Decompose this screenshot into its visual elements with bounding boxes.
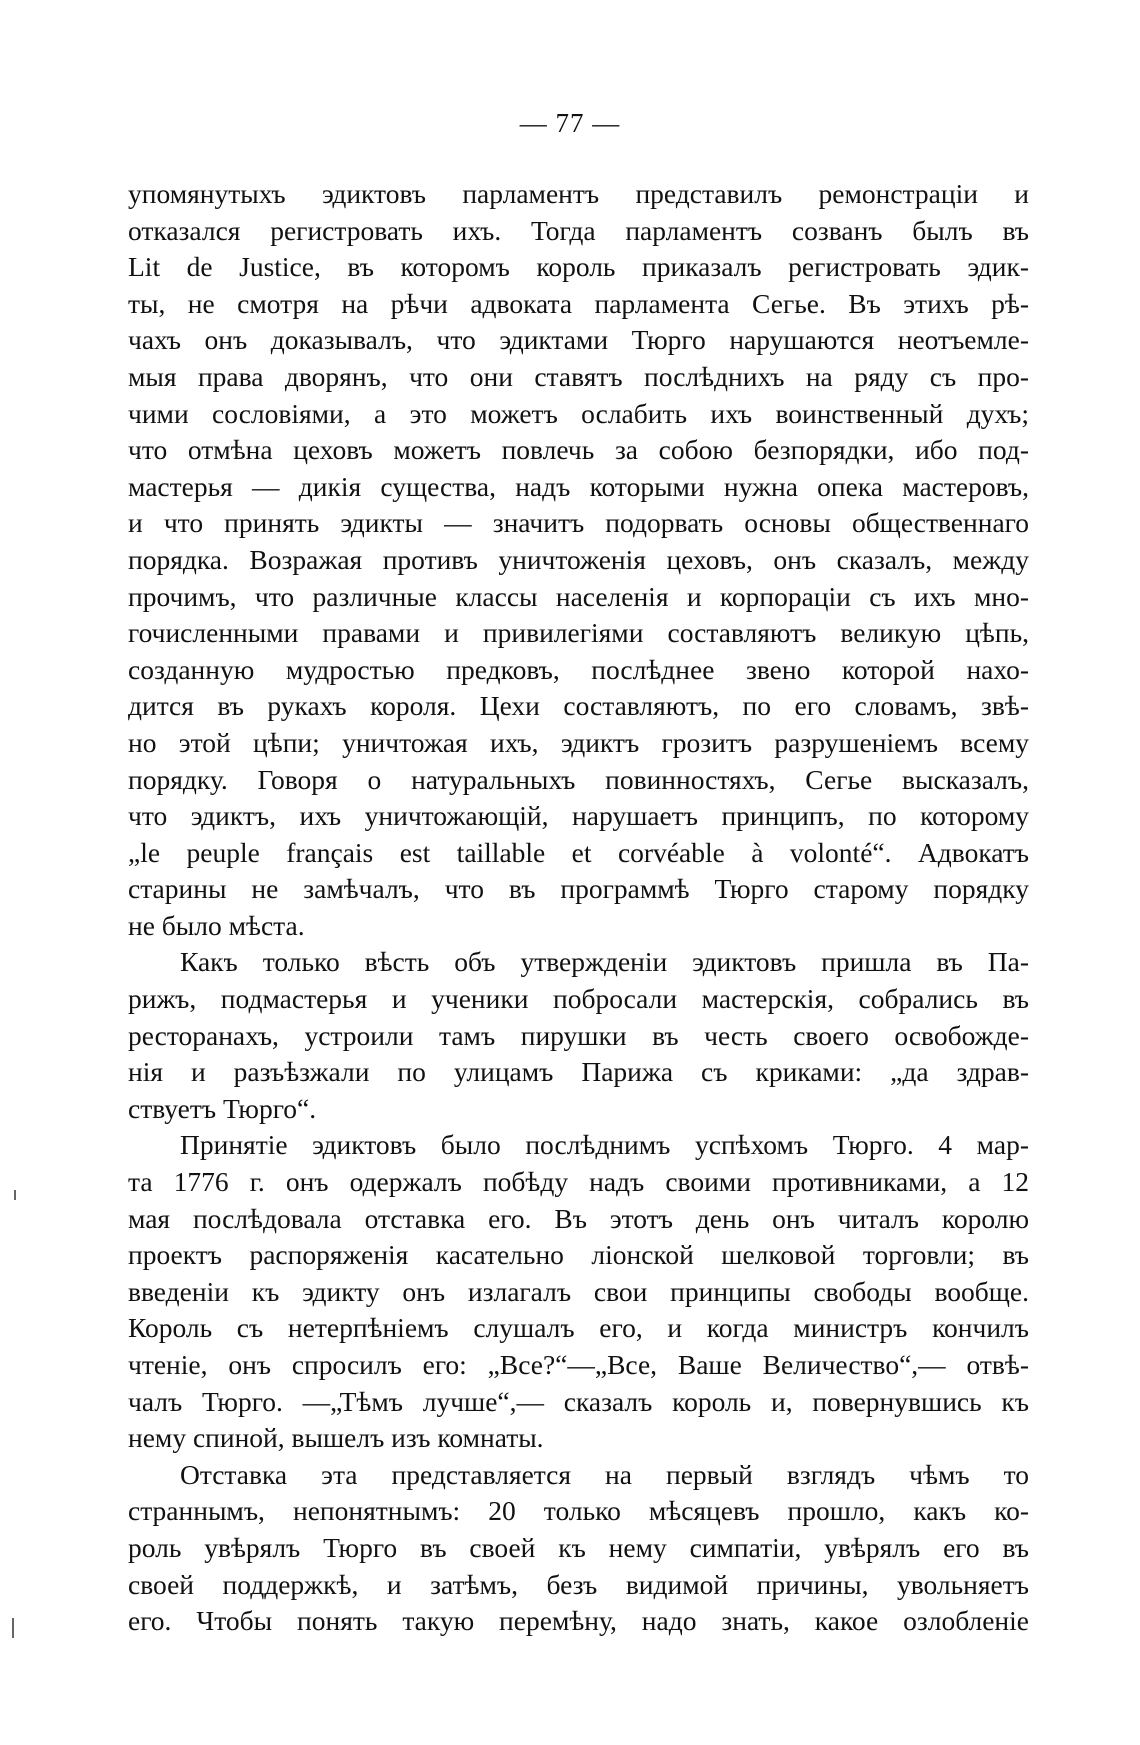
- text-line: мая послѣдовала отставка его. Въ этотъ день онъ читалъ королю: [128, 1202, 1029, 1234]
- text-line: его. Чтобы понять такую перемѣну, надо знать, какое озлобленіе: [128, 1605, 1029, 1637]
- paragraph: [128, 1457, 1029, 1640]
- text-line: порядку. Говоря о натуральныхъ повинностяхъ, Сегье высказалъ,: [128, 763, 1029, 795]
- text-line: дится въ рукахъ короля. Цехи составляютъ, по его словамъ, звѣ-: [128, 690, 1029, 722]
- text-line: Король съ нетерпѣніемъ слушалъ его, и когда министръ кончилъ: [128, 1312, 1029, 1344]
- text-line: „le peuple français est taillable et corvéable à volonté“. Адвокатъ: [128, 836, 1029, 868]
- text-line: Lit de Justice, въ которомъ король приказалъ регистровать эдик-: [128, 251, 1029, 283]
- text-line: гочисленными правами и привилегіями составляютъ великую цѣпь,: [128, 617, 1029, 649]
- text-line: что эдиктъ, ихъ уничтожающій, нарушаетъ принципъ, по которому: [128, 800, 1029, 832]
- text-line: отказался регистровать ихъ. Тогда парламентъ созванъ былъ въ: [128, 214, 1029, 246]
- text-line: мастерья — дикія существа, надъ которыми нужна опека мастеровъ,: [128, 470, 1029, 502]
- text-line: что отмѣна цеховъ можетъ повлечь за собою безпорядки, ибо под-: [128, 434, 1029, 466]
- page-number: — 77 —: [519, 108, 621, 138]
- body-text: [128, 176, 1029, 1640]
- text-line: Какъ только вѣсть объ утвержденіи эдиктовъ пришла въ Па-: [180, 946, 1029, 978]
- text-line: страннымъ, непонятнымъ: 20 только мѣсяцевъ прошло, какъ ко-: [128, 1495, 1029, 1527]
- text-line: старины не замѣчалъ, что въ программѣ Тюрго старому порядку: [128, 873, 1029, 905]
- text-line: своей поддержкѣ, и затѣмъ, безъ видимой причины, увольняетъ: [128, 1568, 1029, 1600]
- text-line: упомянутыхъ эдиктовъ парламентъ представилъ ремонстраціи и: [128, 178, 1029, 209]
- text-line: но этой цѣпи; уничтожая ихъ, эдиктъ грозитъ разрушеніемъ всему: [128, 726, 1029, 758]
- paragraph: [128, 1127, 1029, 1456]
- text-line: ты, не смотря на рѣчи адвоката парламента Сегье. Въ этихъ рѣ-: [128, 287, 1029, 319]
- text-line: прочимъ, что различные классы населенія и корпораціи съ ихъ мно-: [128, 580, 1029, 612]
- text-line: введеніи къ эдикту онъ излагалъ свои принципы свободы вообще.: [128, 1275, 1029, 1307]
- paragraph: [128, 944, 1029, 1127]
- text-line: не было мѣста.: [128, 909, 305, 941]
- text-line: Отставка эта представляется на первый взглядъ чѣмъ то: [180, 1458, 1029, 1490]
- text-line: та 1776 г. онъ одержалъ побѣду надъ своими противниками, а 12: [128, 1166, 1029, 1198]
- text-line: ресторанахъ, устроили тамъ пирушки въ честь своего освобожде-: [128, 1019, 1029, 1051]
- text-line: проектъ распоряженія касательно ліонской шелковой торговли; въ: [128, 1239, 1029, 1271]
- margin-mark: [12, 1618, 14, 1638]
- text-line: нія и разъѣзжали по улицамъ Парижа съ криками: „да здрав-: [128, 1056, 1029, 1088]
- text-line: и что принять эдикты — значитъ подорвать основы общественнаго: [128, 507, 1029, 539]
- text-line: созданную мудростью предковъ, послѣднее звено которой нахо-: [128, 653, 1029, 685]
- paragraph: [128, 176, 1029, 944]
- margin-mark: [14, 1190, 16, 1200]
- text-line: чтеніе, онъ спросилъ его: „Все?“—„Все, Ваше Величество“,— отвѣ-: [128, 1349, 1029, 1380]
- text-line: чахъ онъ доказывалъ, что эдиктами Тюрго нарушаются неотъемле-: [128, 324, 1029, 356]
- text-line: чалъ Тюрго. —„Тѣмъ лучше“,— сказалъ король и, повернувшись къ: [128, 1385, 1029, 1417]
- text-line: порядка. Возражая противъ уничтоженія цеховъ, онъ сказалъ, между: [128, 543, 1029, 575]
- text-line: ствуетъ Тюрго“.: [128, 1092, 317, 1124]
- text-line: чими сословіями, а это можетъ ослабить ихъ воинственный духъ;: [128, 397, 1029, 429]
- text-line: мыя права дворянъ, что они ставятъ послѣднихъ на ряду съ про-: [128, 360, 1029, 392]
- text-line: Принятіе эдиктовъ было послѣднимъ успѣхомъ Тюрго. 4 мар-: [180, 1129, 1029, 1161]
- text-line: роль увѣрялъ Тюрго въ своей къ нему симпатіи, увѣрялъ его въ: [128, 1531, 1029, 1563]
- text-line: нему спиной, вышелъ изъ комнаты.: [128, 1422, 544, 1454]
- text-line: рижъ, подмастерья и ученики побросали мастерскія, собрались въ: [128, 983, 1029, 1015]
